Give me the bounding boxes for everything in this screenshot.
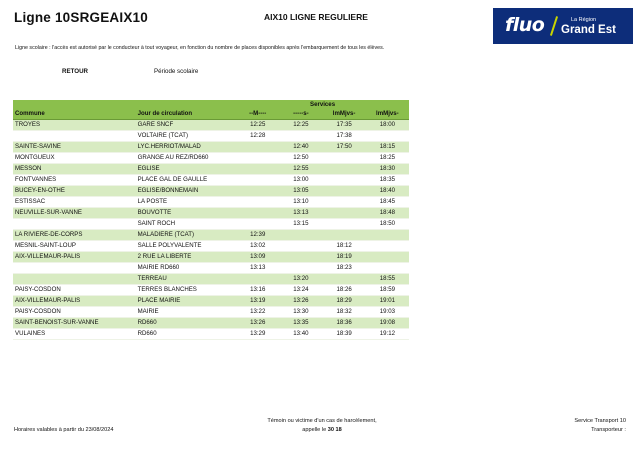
period-label: Période scolaire [154, 68, 199, 75]
time-cell: 13:30 [279, 307, 322, 318]
column-header-commune: Commune [13, 109, 136, 120]
harassment-prefix: appelle le [302, 426, 327, 433]
commune-cell: MESNIL-SAINT-LOUP [13, 241, 136, 252]
carrier-label: Transporteur : [591, 426, 626, 433]
table-row [13, 274, 409, 285]
timetable [13, 100, 409, 340]
time-cell [236, 153, 279, 164]
logo-separator [550, 16, 558, 36]
time-cell [236, 175, 279, 186]
harassment-call [250, 426, 394, 435]
commune-cell: PAISY-COSDON [13, 307, 136, 318]
time-cell: 18:45 [366, 197, 409, 208]
time-cell: 13:13 [236, 263, 279, 274]
time-cell [366, 131, 409, 142]
table-row [13, 153, 409, 164]
time-cell: 17:38 [323, 131, 366, 142]
commune-cell: BUCEY-EN-OTHE [13, 186, 136, 197]
time-cell [236, 219, 279, 230]
time-cell [323, 274, 366, 285]
time-cell: 18:48 [366, 208, 409, 219]
time-cell: 13:10 [279, 197, 322, 208]
time-cell: 18:35 [366, 175, 409, 186]
time-cell: 18:25 [366, 153, 409, 164]
stop-cell: MAIRIE [136, 307, 237, 318]
time-cell: 13:24 [279, 285, 322, 296]
time-cell [236, 186, 279, 197]
table-row [13, 120, 409, 131]
time-cell: 18:36 [323, 318, 366, 329]
time-cell: 13:00 [279, 175, 322, 186]
table-row [13, 263, 409, 274]
stop-cell: TERREAU [136, 274, 237, 285]
table-row [13, 252, 409, 263]
time-cell: 18:12 [323, 241, 366, 252]
time-cell [236, 142, 279, 153]
stop-cell: RD660 [136, 329, 237, 340]
stop-cell: SALLE POLYVALENTE [136, 241, 237, 252]
time-cell [279, 241, 322, 252]
table-row [13, 197, 409, 208]
column-header-service-1: --M---- [236, 109, 279, 120]
access-notice: Ligne scolaire : l'accès est autorisé par le conducteur à tout voyageur, en fonction du nombre de places disponibles après l'embarquement de tous les élèves. [15, 45, 385, 51]
time-cell [323, 164, 366, 175]
table-row [13, 241, 409, 252]
time-cell [323, 175, 366, 186]
time-cell [323, 208, 366, 219]
commune-cell: AIX-VILLEMAUR-PALIS [13, 252, 136, 263]
time-cell: 18:00 [366, 120, 409, 131]
commune-cell: PAISY-COSDON [13, 285, 136, 296]
time-cell: 13:16 [236, 285, 279, 296]
time-cell: 18:55 [366, 274, 409, 285]
time-cell: 13:26 [279, 296, 322, 307]
time-cell: 18:59 [366, 285, 409, 296]
time-cell: 13:29 [236, 329, 279, 340]
commune-cell: FONTVANNES [13, 175, 136, 186]
harassment-number: 30 18 [327, 426, 342, 433]
time-cell: 13:09 [236, 252, 279, 263]
time-cell: 12:25 [236, 120, 279, 131]
column-header-day: Jour de circulation [136, 109, 237, 120]
table-row [13, 329, 409, 340]
harassment-notice [250, 417, 394, 434]
table-row [13, 142, 409, 153]
stop-cell: BOUVOTTE [136, 208, 237, 219]
services-header: Services [236, 100, 409, 109]
stop-cell: 2 RUE LA LIBERTE [136, 252, 237, 263]
stop-cell: EGLISE [136, 164, 237, 175]
commune-cell [13, 263, 136, 274]
time-cell: 12:28 [236, 131, 279, 142]
stop-cell: SAINT ROCH [136, 219, 237, 230]
time-cell: 12:40 [279, 142, 322, 153]
stop-cell: MALADIERE (TCAT) [136, 230, 237, 241]
column-header-service-2: -----s- [279, 109, 322, 120]
time-cell: 17:50 [323, 142, 366, 153]
stop-cell: MAIRIE RD660 [136, 263, 237, 274]
time-cell: 19:12 [366, 329, 409, 340]
column-header-service-3: lmMjvs- [323, 109, 366, 120]
time-cell: 19:08 [366, 318, 409, 329]
time-cell: 18:19 [323, 252, 366, 263]
table-row [13, 296, 409, 307]
time-cell [323, 230, 366, 241]
table-row [13, 307, 409, 318]
commune-cell: TROYES [13, 120, 136, 131]
stop-cell: PLACE MAIRIE [136, 296, 237, 307]
time-cell: 18:40 [366, 186, 409, 197]
commune-cell [13, 131, 136, 142]
time-cell: 19:01 [366, 296, 409, 307]
time-cell [323, 153, 366, 164]
time-cell [236, 164, 279, 175]
time-cell [366, 230, 409, 241]
validity-note: Horaires valables à partir du 23/08/2024 [14, 427, 114, 433]
time-cell: 13:22 [236, 307, 279, 318]
commune-cell: ESTISSAC [13, 197, 136, 208]
stop-cell: LA POSTE [136, 197, 237, 208]
table-row [13, 230, 409, 241]
commune-cell: SAINTE-SAVINE [13, 142, 136, 153]
logo-region-label: La Région [571, 17, 597, 23]
table-row [13, 318, 409, 329]
time-cell: 13:40 [279, 329, 322, 340]
time-cell [323, 219, 366, 230]
stop-cell: RD660 [136, 318, 237, 329]
time-cell [366, 263, 409, 274]
time-cell: 18:39 [323, 329, 366, 340]
commune-cell: NEUVILLE-SUR-VANNE [13, 208, 136, 219]
commune-cell: SAINT-BENOIST-SUR-VANNE [13, 318, 136, 329]
service-info [574, 417, 626, 434]
stop-cell: TERRES BLANCHES [136, 285, 237, 296]
commune-cell: VULAINES [13, 329, 136, 340]
time-cell: 13:02 [236, 241, 279, 252]
time-cell: 13:35 [279, 318, 322, 329]
time-cell: 18:29 [323, 296, 366, 307]
time-cell [279, 263, 322, 274]
table-row [13, 219, 409, 230]
logo-brand: fluo [505, 14, 545, 36]
commune-cell: MESSON [13, 164, 136, 175]
time-cell: 12:55 [279, 164, 322, 175]
commune-cell [13, 274, 136, 285]
time-cell [323, 197, 366, 208]
line-subtitle: AIX10 LIGNE REGULIERE [264, 12, 368, 22]
time-cell: 12:25 [279, 120, 322, 131]
commune-cell: LA RIVIERE-DE-CORPS [13, 230, 136, 241]
time-cell [279, 131, 322, 142]
time-cell: 18:15 [366, 142, 409, 153]
fluo-grand-est-logo [493, 8, 633, 44]
time-cell: 18:26 [323, 285, 366, 296]
stop-cell: VOLTAIRE (TCAT) [136, 131, 237, 142]
stop-cell: GRANGE AU REZ/RD660 [136, 153, 237, 164]
time-cell: 13:13 [279, 208, 322, 219]
commune-cell: MONTGUEUX [13, 153, 136, 164]
table-row [13, 208, 409, 219]
time-cell: 18:23 [323, 263, 366, 274]
time-cell: 18:30 [366, 164, 409, 175]
time-cell: 13:15 [279, 219, 322, 230]
time-cell [279, 252, 322, 263]
table-row [13, 285, 409, 296]
time-cell: 12:50 [279, 153, 322, 164]
time-cell [236, 208, 279, 219]
time-cell [366, 241, 409, 252]
direction-label: RETOUR [62, 68, 89, 75]
commune-cell [13, 219, 136, 230]
column-header-service-4: lmMjvs- [366, 109, 409, 120]
time-cell [236, 197, 279, 208]
table-row [13, 175, 409, 186]
logo-region-name: Grand Est [561, 24, 616, 36]
time-cell: 13:05 [279, 186, 322, 197]
time-cell [366, 252, 409, 263]
time-cell [236, 274, 279, 285]
time-cell: 12:39 [236, 230, 279, 241]
table-row [13, 186, 409, 197]
stop-cell: LYC.HERRIOT/MALAD [136, 142, 237, 153]
time-cell: 19:03 [366, 307, 409, 318]
service-name: Service Transport 10 [574, 418, 626, 424]
harassment-line: Témoin ou victime d'un cas de harcèlement, [267, 418, 377, 424]
commune-cell: AIX-VILLEMAUR-PALIS [13, 296, 136, 307]
time-cell: 18:32 [323, 307, 366, 318]
stop-cell: GARE SNCF [136, 120, 237, 131]
time-cell: 13:26 [236, 318, 279, 329]
time-cell [323, 186, 366, 197]
stop-cell: EGLISE/BONNEMAIN [136, 186, 237, 197]
time-cell [279, 230, 322, 241]
stop-cell: PLACE GAL DE GAULLE [136, 175, 237, 186]
table-row [13, 131, 409, 142]
time-cell: 17:35 [323, 120, 366, 131]
time-cell: 13:20 [279, 274, 322, 285]
time-cell: 13:19 [236, 296, 279, 307]
table-row [13, 164, 409, 175]
time-cell: 18:50 [366, 219, 409, 230]
line-title: Ligne 10SRGEAIX10 [14, 10, 148, 25]
